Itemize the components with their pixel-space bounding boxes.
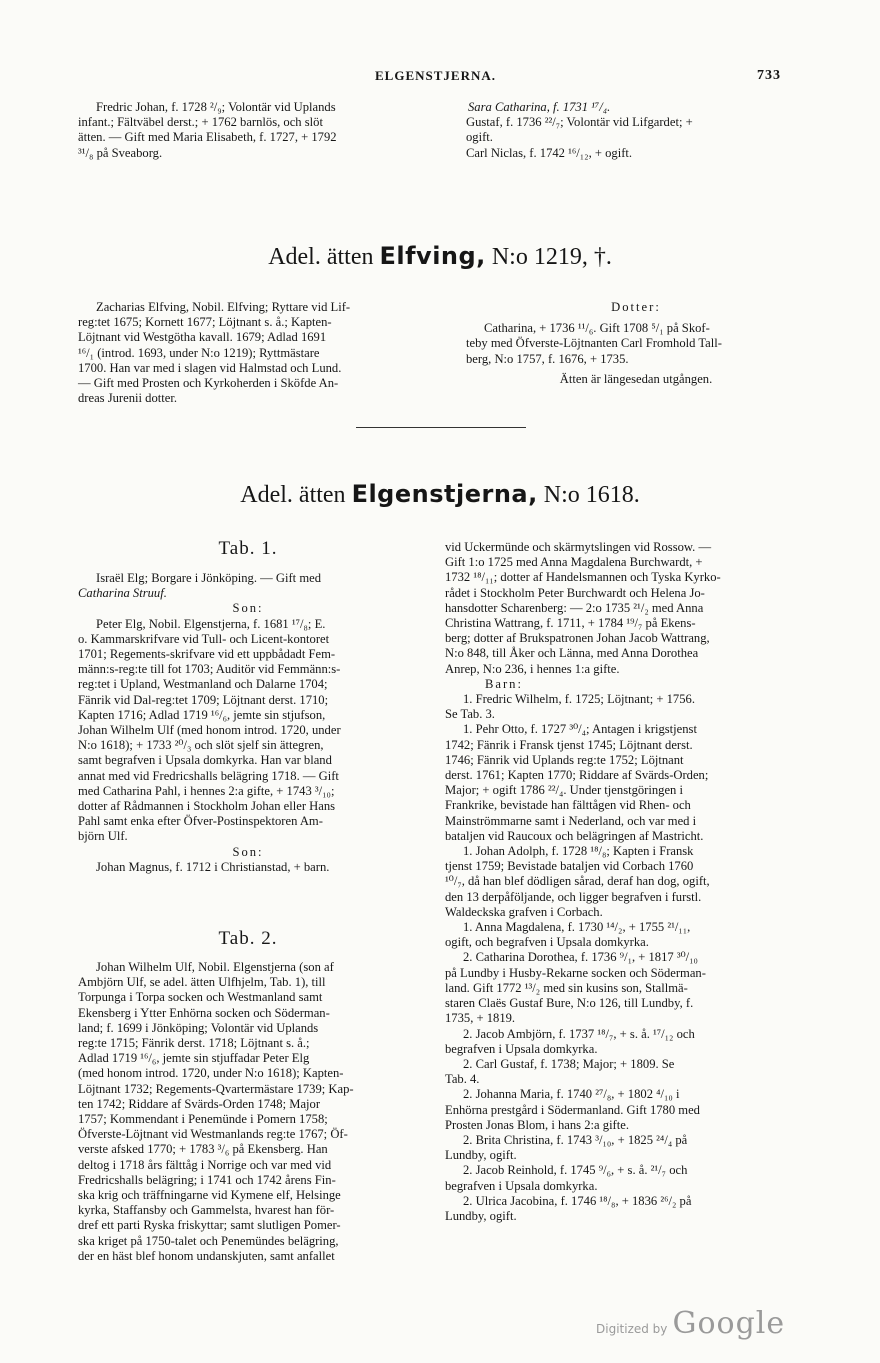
text-line: 1701; Regements-skrifvare vid ett uppbådadt Fem-	[78, 647, 336, 662]
family-name: Elgenstjerna,	[351, 480, 538, 508]
text-line: ätten. — Gift med Maria Elisabeth, f. 1727, + 1792	[78, 130, 337, 145]
text-line: Christina Wattrang, f. 1711, + 1784 ¹⁹/₇ på Ekens-	[445, 616, 696, 631]
heading-prefix: Adel. ätten	[240, 482, 346, 508]
text-line: Prosten Jonas Blom, i hans 2:a gifte.	[445, 1117, 629, 1132]
text-line: staren Claës Gustaf Bure, N:o 126, till Lundby, f.	[445, 996, 694, 1011]
text-line: Adlad 1719 ¹⁶/₆, jemte sin stjuffadar Peter Elg	[78, 1051, 310, 1066]
text-line: begrafven i Upsala domkyrka.	[445, 1178, 598, 1193]
son-label: Son:	[232, 601, 264, 616]
text-line: derst. 1761; Kapten 1770; Riddare af Svärds-Orden;	[445, 768, 709, 783]
text-line: 2. Catharina Dorothea, f. 1736 ⁹/₁, + 1817 ³⁰/₁₀	[463, 950, 698, 965]
text-line: reg:tet i Upland, Westmanland och Dalarne 1704;	[78, 677, 328, 692]
text-line: dreas Jurenii dotter.	[78, 391, 177, 406]
text-line: Tab. 4.	[445, 1072, 480, 1087]
text-line: Zacharias Elfving, Nobil. Elfving; Ryttare vid Lif-	[96, 300, 351, 314]
text-line: verste afsked 1770; + 1783 ³/₆ på Ekensberg. Han	[78, 1142, 328, 1157]
text-line: reg:tet 1675; Kornett 1677; Löjtnant s. å.; Kapten-	[78, 315, 332, 330]
text-line: Kapten 1716; Adlad 1719 ¹⁶/₆, jemte sin stjufson,	[78, 707, 326, 722]
elfving-right-block	[466, 300, 806, 387]
text-line: reg:te 1715; Fänrik derst. 1718; Löjtnant s. å.;	[78, 1036, 310, 1051]
elfving-heading	[0, 242, 880, 271]
watermark-prefix: Digitized by	[596, 1322, 668, 1336]
text-line: 1732 ¹⁸/₁₁; dotter af Handelsmannen och Tyska Kyrko-	[445, 570, 721, 585]
heading-suffix: N:o 1219, †.	[491, 244, 612, 270]
text-line: ska krig och träffningarne vid Kymene elf, Helsinge	[78, 1188, 341, 1203]
daughter-label: Dotter:	[611, 300, 661, 314]
text-line: Major; + ogift 1786 ²²/₄. Under tjenstgöringen i	[445, 783, 684, 798]
text-line: ogift, och begrafven i Upsala domkyrka.	[445, 935, 649, 950]
text-line: Johan Wilhelm Ulf, Nobil. Elgenstjerna (son af	[96, 960, 334, 974]
tab1-block	[78, 571, 418, 875]
children-label: Barn:	[485, 676, 523, 691]
text-line: Peter Elg, Nobil. Elgenstjerna, f. 1681 ¹⁷/₈; E.	[96, 616, 326, 631]
text-line: land. Gift 1772 ¹³/₂ med sin kusins son, Stallmä-	[445, 980, 688, 995]
text-line: Torpunga i Torpa socken och Westmanland samt	[78, 990, 323, 1005]
text-line: land; f. 1699 i Jönköping; Volontär vid Uplands	[78, 1020, 319, 1035]
text-line: deltog i 1718 års fälttåg i Norrige och var med vid	[78, 1157, 332, 1172]
text-line: Gustaf, f. 1736 ²²/₇; Volontär vid Lifgardet; +	[466, 115, 693, 130]
tab1-title: Tab. 1.	[218, 538, 278, 559]
elfving-left-block	[78, 300, 418, 406]
text-line: 1. Pehr Otto, f. 1727 ³⁰/₄; Antagen i krigstjenst	[463, 722, 697, 737]
text-line: der en häst blef honom undanskjuten, samt anfallet	[78, 1248, 335, 1263]
elgenstjerna-heading	[0, 480, 880, 509]
text-line: rådet i Stockholm Peter Burchwardt och Helena Jo-	[445, 585, 705, 600]
text-line: 1. Johan Adolph, f. 1728 ¹⁸/₈; Kapten i Fransk	[463, 844, 694, 859]
right-column-block	[445, 540, 811, 1224]
text-line: 2. Jacob Reinhold, f. 1745 ⁹/₆, + s. å. ²¹/₇ och	[463, 1163, 688, 1178]
text-line: ¹⁰/₇, då han blef dödligen sårad, deraf han dog, ogift,	[445, 874, 710, 889]
text-line: 2. Brita Christina, f. 1743 ³/₁₀, + 1825 ²⁴/₄ på	[463, 1132, 688, 1147]
son-label: Son:	[232, 844, 264, 859]
heading-prefix: Adel. ätten	[268, 244, 374, 270]
text-line: ³¹/₈ på Sveaborg.	[78, 145, 163, 160]
text-line: 1700. Han var med i slagen vid Halmstad och Lund.	[78, 360, 342, 375]
text-line: 2. Ulrica Jacobina, f. 1746 ¹⁸/₈, + 1836 ²⁶/₂ på	[463, 1193, 692, 1208]
text-line: björn Ulf.	[78, 829, 128, 844]
text-line: Enhörna prestgård i Södermanland. Gift 1780 med	[445, 1102, 700, 1117]
text-line: 1746; Fänrik vid Uplands reg:te 1752; Löjtnant	[445, 752, 684, 767]
text-line: annat med vid Fredricshalls belägring 1718. — Gift	[78, 768, 339, 783]
text-line: med Catharina Pahl, i hennes 2:a gifte, + 1743 ³/₁₀;	[78, 783, 335, 798]
text-line: Ambjörn Ulf, se adel. ätten Ulfhjelm, Tab. 1), till	[78, 975, 326, 990]
tab2-block	[78, 960, 418, 1264]
text-line: på Lundby i Husby-Rekarne socken och Söderman-	[445, 965, 706, 980]
text-line: 1742; Fänrik i Fransk tjenst 1745; Löjtnant derst.	[445, 737, 693, 752]
text-line: 2. Jacob Ambjörn, f. 1737 ¹⁸/₇, + s. å. ¹⁷/₁₂ och	[463, 1026, 695, 1041]
text-line: Fredricshalls belägring; i 1741 och 1742 årens Fin-	[78, 1172, 336, 1187]
text-line: vid Uckermünde och skärmytslingen vid Rossow. —	[445, 540, 712, 554]
text-line: bataljen vid Raucoux och belägringen af Mastricht.	[445, 828, 704, 843]
text-line: 1. Anna Magdalena, f. 1730 ¹⁴/₂, + 1755 ²¹/₁₁,	[463, 920, 691, 935]
text-line: Lundby, ogift.	[445, 1208, 517, 1223]
text-line: Catharina Struuf.	[78, 586, 167, 601]
text-line: N:o 1618); + 1733 ²⁰/₃ och slöt sjelf sin ättegren,	[78, 738, 324, 753]
text-line: Lundby, ogift.	[445, 1148, 517, 1163]
text-line: teby med Öfverste-Löjtnanten Carl Fromhold Tall-	[466, 336, 722, 351]
text-line: berg; dotter af Brukspatronen Johan Jacob Wattrang,	[445, 631, 710, 646]
text-line: hansdotter Scharenberg: — 2:o 1735 ²¹/₂ med Anna	[445, 600, 704, 615]
text-line: Fredric Johan, f. 1728 ²/₉; Volontär vid Uplands	[96, 100, 336, 114]
family-name: Elfving,	[379, 242, 486, 270]
top-right-block	[466, 100, 806, 161]
text-line: Johan Magnus, f. 1712 i Christianstad, + barn.	[96, 859, 330, 874]
text-line: Se Tab. 3.	[445, 707, 495, 722]
text-line: tjenst 1759; Bevistade bataljen vid Corbach 1760	[445, 859, 694, 874]
text-line: begrafven i Upsala domkyrka.	[445, 1041, 598, 1056]
text-line: Anrep, N:o 236, i hennes 1:a gifte.	[445, 661, 620, 676]
text-line: kyrka, Staffansby och Gammelsta, hvarest han för-	[78, 1203, 335, 1218]
tab2-title: Tab. 2.	[218, 928, 278, 949]
text-line: Fänrik vid Dal-reg:tet 1709; Löjtnant derst. 1710;	[78, 692, 329, 707]
text-line: Öfverste-Löjtnant vid Westmanlands reg:te 1767; Öf-	[78, 1127, 348, 1142]
text-line: 1735, + 1819.	[445, 1011, 516, 1026]
text-line: Israël Elg; Borgare i Jönköping. — Gift med	[96, 571, 322, 585]
text-line: Johan Wilhelm Ulf (med honom introd. 1720, under	[78, 723, 341, 738]
text-line: ogift.	[466, 130, 493, 145]
text-line: Gift 1:o 1725 med Anna Magdalena Burchwardt, +	[445, 555, 703, 570]
text-line: Mainströmmarne samt i Nederland, och var med i	[445, 813, 697, 828]
text-line: infant.; Fältväbel derst.; + 1762 barnlös, och slöt	[78, 115, 323, 130]
text-line: ¹⁶/₁ (introd. 1693, under N:o 1219); Ryttmästare	[78, 345, 320, 360]
text-line: den 13 derpåföljande, och ligger begrafven i furstl.	[445, 889, 702, 904]
section-divider	[356, 427, 526, 428]
text-line: berg, N:o 1757, f. 1676, + 1735.	[466, 351, 629, 366]
text-line: Löjtnant 1732; Regements-Qvartermästare 1739; Kap-	[78, 1081, 354, 1096]
text-line: (med honom introd. 1720, under N:o 1618); Kapten-	[78, 1066, 344, 1081]
text-line: Pahl samt enka efter Öfver-Postinspektoren Am-	[78, 814, 323, 829]
text-line: 1757; Kommendant i Penemünde i Pomern 1758;	[78, 1112, 328, 1127]
text-line: o. Kammarskrifvare vid Tull- och Licent-kontoret	[78, 631, 330, 646]
top-left-block	[78, 100, 418, 161]
text-line: dref ett parti Ryska friskyttar; samt slutligen Pomer-	[78, 1218, 341, 1233]
text-line: dotter af Rådmannen i Stockholm Johan eller Hans	[78, 799, 336, 814]
text-line: Catharina, + 1736 ¹¹/₆. Gift 1708 ⁵/₁ på Skof-	[484, 321, 710, 336]
text-line: Sara Catharina, f. 1731 ¹⁷/₄.	[468, 100, 611, 114]
text-line: ten 1742; Riddare af Svärds-Orden 1748; Major	[78, 1096, 321, 1111]
text-line: N:o 848, till Åker och Länna, med Anna Dorothea	[445, 646, 699, 661]
text-line: Frankrike, bevistade han fälttågen vid Rhen- och	[445, 798, 691, 813]
digitized-watermark	[596, 1306, 785, 1341]
heading-suffix: N:o 1618.	[543, 482, 640, 508]
page-number: 733	[757, 68, 781, 83]
text-line: männ:s-reg:te till fot 1703; Auditör vid Femmänn:s-	[78, 662, 341, 677]
text-line: samt begrafven i Upsala domkyrka. Han var bland	[78, 753, 332, 768]
text-line: — Gift med Prosten och Kyrkoherden i Sköfde An-	[78, 376, 339, 391]
google-logo: Google	[672, 1306, 786, 1341]
text-line: 2. Carl Gustaf, f. 1738; Major; + 1809. Se	[463, 1056, 675, 1071]
text-line: Ekensberg i Ytter Enhörna socken och Söderman-	[78, 1005, 330, 1020]
extinct-note: Ätten är längesedan utgången.	[559, 371, 713, 386]
text-line: 1. Fredric Wilhelm, f. 1725; Löjtnant; + 1756.	[463, 692, 695, 707]
text-line: Waldeckska grafven i Corbach.	[445, 904, 603, 919]
text-line: Löjtnant vid Westgötha kavall. 1679; Adlad 1691	[78, 330, 327, 345]
text-line: 2. Johanna Maria, f. 1740 ²⁷/₈, + 1802 ⁴/₁₀ i	[463, 1087, 680, 1102]
text-line: ska kriget på 1750-talet och Penemündes belägring,	[78, 1233, 339, 1248]
running-title: ELGENSTJERNA.	[375, 68, 496, 83]
text-line: Carl Niclas, f. 1742 ¹⁶/₁₂, + ogift.	[466, 145, 633, 160]
